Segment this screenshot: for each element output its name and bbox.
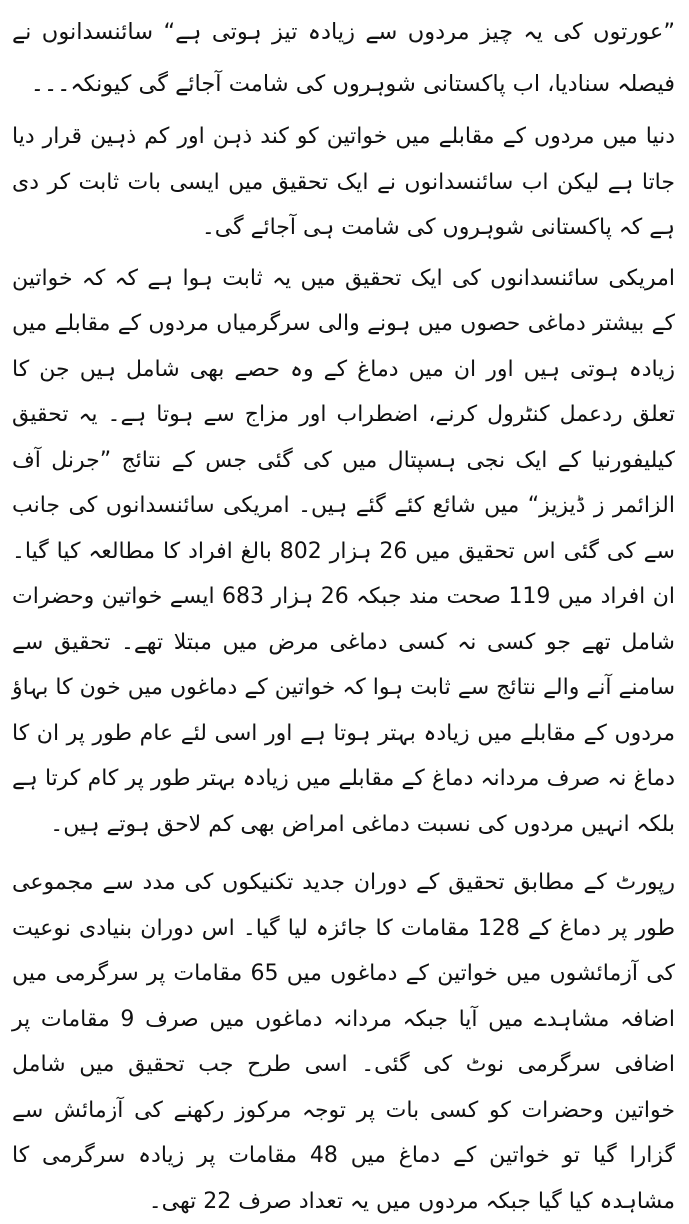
article-paragraph-report: رپورٹ کے مطابق تحقیق کے دوران جدید تکنیکوں کی مدد سے مجموعی طور پر دماغ کے 128 مقامات کا جائزہ لیا گیا۔ اس دوران بنیادی نوعیت کی آزمائشوں میں خواتین کے دماغوں میں 65 مقامات پر سرگرمی میں اضافہ مشاہدے میں آیا جبکہ مردانہ دماغوں میں صرف 9 مقامات پر اضافی سرگرمی نوٹ کی گئی۔ اسی طرح جب تحقیق میں شامل خواتین وحضرات کو کسی بات پر توجہ مرکوز رکھنے کی آزمائش سے گزارا گیا تو خواتین کے دماغ میں 48 مقامات پر زیادہ سرگرمی کا مشاہدہ کیا گیا جبکہ مردوں میں یہ تعداد صرف 22 تھی۔ xyxy=(12,870,676,1214)
article-paragraph-intro: دنیا میں مردوں کے مقابلے میں خواتین کو کند ذہن اور کم ذہین قرار دیا جاتا ہے لیکن اب سائنسدانوں نے ایک تحقیق میں ایسی بات ثابت کر دی ہے کہ پاکستانی شوہروں کی شامت ہی آجائے گی۔ xyxy=(12,124,675,240)
article-paragraph-research: امریکی سائنسدانوں کی ایک تحقیق میں یہ ثابت ہوا ہے کہ کہ خواتین کے بیشتر دماغی حصوں میں ہونے والی سرگرمیاں مردوں کے مقابلے میں زیادہ ہوتی ہیں اور ان میں دماغ کے وہ حصے بھی شامل ہیں جن کا تعلق ردعمل کنٹرول کرنے، اضطراب اور مزاج سے ہوتا ہے۔ یہ تحقیق کیلیفورنیا کے ایک نجی ہسپتال میں کی گئی جس کے نتائج ”جرنل آف الزائمر ز ڈیزیز“ میں شائع کئے گئے ہیں۔ امریکی سائنسدانوں کی جانب سے کی گئی اس تحقیق میں 26 ہزار 802 بالغ افراد کا مطالعہ کیا گیا۔ ان افراد میں 119 صحت مند جبکہ 26 ہزار 683 ایسے خواتین وحضرات شامل تھے جو کسی نہ کسی دماغی مرض میں مبتلا تھے۔ تحقیق سے سامنے آنے والے نتائج سے ثابت ہوا کہ خواتین کے دماغوں میں خون کا بہاﺅ مردوں کے مقابلے میں زیادہ بہتر ہوتا ہے اور اسی لئے عام طور پر ان کا دماغ نہ صرف مردانہ دماغ کے مقابلے میں زیادہ بہتر طور پر کام کرتا ہے بلکہ انہیں مردوں کی نسبت دماغی امراض بھی کم لاحق ہوتے ہیں۔ xyxy=(12,265,675,837)
article-headline: ”عورتوں کی یہ چیز مردوں سے زیادہ تیز ہوتی ہے“ سائنسدانوں نے فیصلہ سنادیا، اب پاکستانی شوہروں کی شامت آجائے گی کیونکہ۔۔۔ xyxy=(12,19,675,97)
